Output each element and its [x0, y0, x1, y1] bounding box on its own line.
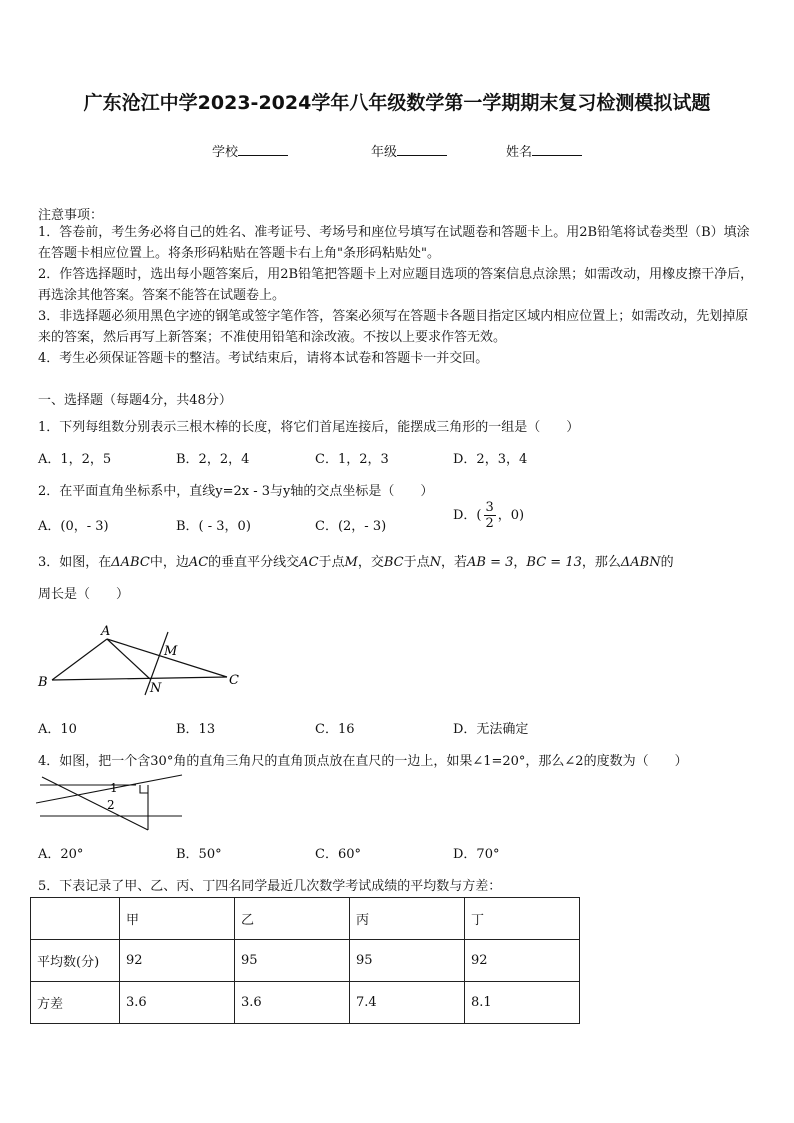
- school-label: 学校: [212, 145, 239, 160]
- math-expression: AC: [299, 555, 319, 570]
- stem-text: 的: [660, 555, 674, 570]
- q3-option-c[interactable]: C．16: [315, 722, 355, 737]
- fraction-numerator: 3: [485, 500, 494, 515]
- math-expression: ΔABC: [111, 555, 150, 570]
- table-row: [31, 982, 580, 1024]
- table-cell: 7.4: [350, 982, 465, 1024]
- note-item: 3．非选择题必须用黑色字迹的钢笔或签字笔作答，答案必须写在答题卡各题目指定区域内相应位置上；如需改动，先划掉原来的答案，然后再写上新答案；不准使用铅笔和涂改液。不按以上要求作答无效。: [38, 309, 749, 345]
- q1-option-d[interactable]: D．2，3，4: [453, 452, 528, 467]
- question-1-stem: 1．下列每组数分别表示三根木棒的长度，将它们首尾连接后，能摆成三角形的一组是（ ）: [38, 420, 580, 435]
- q2-option-d[interactable]: [453, 500, 524, 531]
- table-cell: 3.6: [235, 982, 350, 1024]
- q2-option-d-suffix: ，0): [497, 508, 525, 523]
- math-expression: BC: [383, 555, 404, 570]
- table-header-cell: [31, 898, 120, 940]
- table-row: [31, 940, 580, 982]
- table-header-cell: 甲: [120, 898, 235, 940]
- segment-an: [107, 639, 150, 679]
- fraction-denominator: 2: [485, 516, 494, 531]
- table-cell: 92: [120, 940, 235, 982]
- label-n: N: [150, 681, 162, 696]
- name-field[interactable]: [506, 141, 582, 160]
- table-header-cell: 乙: [235, 898, 350, 940]
- q3-option-a[interactable]: A．10: [38, 722, 77, 737]
- table-header-cell: 丁: [465, 898, 580, 940]
- stem-text: 中，边: [149, 555, 189, 570]
- q4-option-b[interactable]: B．50°: [176, 847, 222, 862]
- page-title: 广东沧江中学2023-2024学年八年级数学第一学期期末复习检测模拟试题: [83, 92, 711, 114]
- grade-label: 年级: [371, 145, 398, 160]
- q1-option-b[interactable]: B．2，2，4: [176, 452, 250, 467]
- ruler-triangle-figure: [36, 773, 186, 833]
- segment-ab: [52, 639, 107, 680]
- question-2-stem: 2．在平面直角坐标系中，直线y=2x - 3与y轴的交点坐标是（ ）: [38, 484, 434, 499]
- math-expression: AC: [188, 555, 209, 570]
- q1-option-c[interactable]: C．1，2，3: [315, 452, 389, 467]
- name-label: 姓名: [506, 145, 533, 160]
- q2-option-d-prefix: D．(: [453, 508, 482, 523]
- right-angle-mark: [140, 785, 148, 793]
- question-4-stem: 4．如图，把一个含30°角的直角三角尺的直角顶点放在直尺的一边上，如果∠1=20°，那么∠2的度数为（ ）: [38, 754, 688, 769]
- q2-option-b[interactable]: B．( - 3，0): [176, 519, 251, 534]
- question-3-stem-line2: 周长是（ ）: [38, 587, 130, 602]
- fraction: [484, 500, 496, 531]
- math-expression: BC = 13: [526, 555, 582, 570]
- scores-table: [30, 897, 580, 1024]
- math-expression: AB = 3: [467, 555, 514, 570]
- label-c: C: [229, 673, 239, 688]
- q4-option-a[interactable]: A．20°: [38, 847, 84, 862]
- stem-text: 于点: [403, 555, 430, 570]
- table-cell: 平均数(分): [31, 940, 120, 982]
- q4-option-d[interactable]: D．70°: [453, 847, 500, 862]
- label-a: A: [101, 624, 111, 639]
- stem-text: ，若: [441, 555, 468, 570]
- q1-option-a[interactable]: A．1，2，5: [38, 452, 112, 467]
- stem-text: 的垂直平分线交: [208, 555, 300, 570]
- stem-text: ，交: [357, 555, 384, 570]
- table-header-cell: 丙: [350, 898, 465, 940]
- question-3-stem: [38, 551, 674, 570]
- note-item: 2．作答选择题时，选出每小题答案后，用2B铅笔把答题卡上对应题目选项的答案信息点涂黑；如需改动，用橡皮擦干净后，再选涂其他答案。答案不能答在试题卷上。: [38, 267, 754, 303]
- stem-text: 3．如图，在: [38, 555, 112, 570]
- table-cell: 95: [350, 940, 465, 982]
- question-5-stem: 5．下表记录了甲、乙、丙、丁四名同学最近几次数学考试成绩的平均数与方差：: [38, 879, 502, 894]
- table-cell: 92: [465, 940, 580, 982]
- note-item: 1．答卷前，考生务必将自己的姓名、准考证号、考场号和座位号填写在试题卷和答题卡上。用2B铅笔将试卷类型（B）填涂在答题卡相应位置上。将条形码粘贴在答题卡右上角"条形码粘贴处"。: [38, 225, 750, 261]
- label-m: M: [164, 644, 178, 659]
- table-header-row: [31, 898, 580, 940]
- grade-field[interactable]: [371, 141, 447, 160]
- q2-option-c[interactable]: C．(2，- 3): [315, 519, 387, 534]
- q3-option-d[interactable]: D．无法确定: [453, 722, 529, 737]
- triangle-figure: [32, 620, 252, 700]
- table-cell: 方差: [31, 982, 120, 1024]
- section-title: 一、选择题（每题4分，共48分）: [38, 393, 232, 408]
- stem-text: 于点: [318, 555, 345, 570]
- table-cell: 95: [235, 940, 350, 982]
- angle-2-label: 2: [107, 798, 115, 812]
- segment-bc: [52, 677, 227, 680]
- angle-1-label: 1: [110, 781, 118, 795]
- notes-heading: 注意事项：: [38, 208, 104, 223]
- table-cell: 3.6: [120, 982, 235, 1024]
- q2-option-a[interactable]: A．(0，- 3): [38, 519, 109, 534]
- table-cell: 8.1: [465, 982, 580, 1024]
- math-expression: M: [344, 555, 358, 570]
- school-field[interactable]: [212, 141, 288, 160]
- stem-text: ，: [513, 555, 527, 570]
- label-b: B: [38, 675, 48, 690]
- math-expression: ΔABN: [620, 555, 661, 570]
- q3-option-b[interactable]: B．13: [176, 722, 216, 737]
- math-expression: N: [429, 555, 442, 570]
- note-item: 4．考生必须保证答题卡的整洁。考试结束后，请将本试卷和答题卡一并交回。: [38, 351, 489, 366]
- stem-text: ，那么: [581, 555, 621, 570]
- q4-option-c[interactable]: C．60°: [315, 847, 361, 862]
